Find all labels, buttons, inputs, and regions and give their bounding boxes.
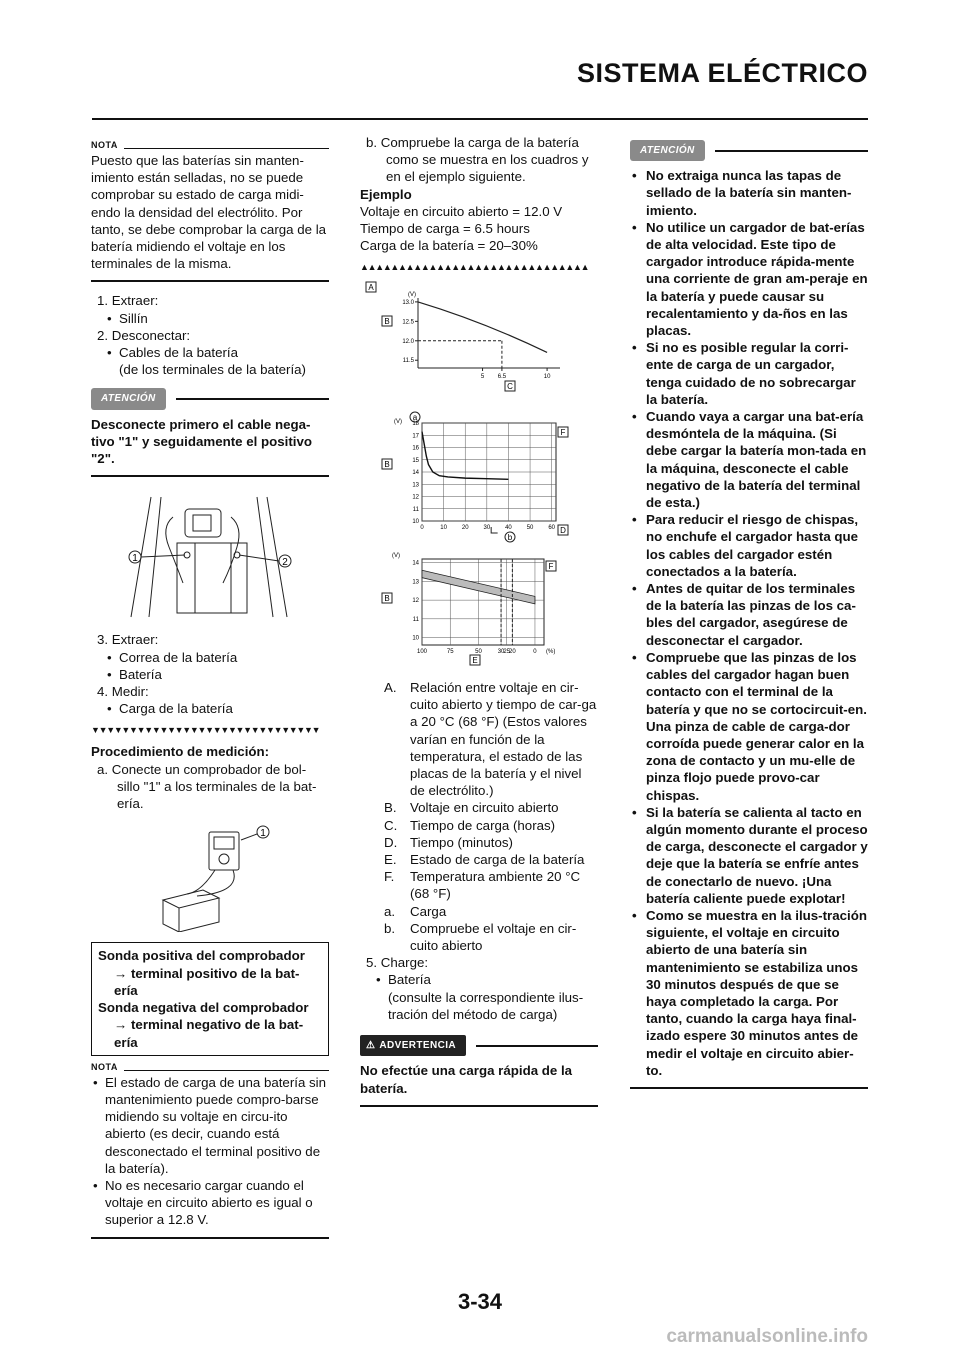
step-4: 4. Medir: — [97, 684, 149, 700]
x-tick-label: 10 — [543, 374, 551, 381]
legend-text: Temperatura ambiente 20 °C (68 °F) — [410, 869, 581, 902]
y-tick-label: 14 — [412, 560, 419, 567]
step-2-item: • Cables de la batería — [91, 344, 329, 361]
legend-text: Estado de carga de la batería — [410, 852, 585, 868]
nota-rule — [124, 148, 329, 149]
watermark: carmanualsonline.info — [666, 1326, 868, 1347]
legend-key: b. — [384, 920, 396, 936]
advertencia-heading — [360, 1035, 598, 1056]
atencion-badge: ATENCIÓN — [91, 388, 166, 409]
step-2: 2. Desconectar: — [97, 327, 191, 343]
legend-item — [384, 799, 598, 816]
column-right — [630, 140, 868, 1099]
legend-key: A. — [384, 680, 397, 696]
atencion-item: • No utilice un cargador de bat-erías de alta velocidad. Este tipo de cargador introduce rápida-mente una corriente de gran am-peraje en la batería y puede causar su recalentamiento y da-ños en las placas. — [630, 219, 868, 339]
step-5: 5. Charge: — [366, 955, 429, 971]
y-tick-label: 18 — [412, 420, 419, 427]
step-5-item: • Batería — [360, 971, 598, 988]
panel-label: F — [560, 427, 566, 437]
procedure-title: Procedimiento de medición: — [91, 744, 270, 760]
procedure-end-marker: ▲▲▲▲▲▲▲▲▲▲▲▲▲▲▲▲▲▲▲▲▲▲▲▲▲▲▲▲▲▲ — [360, 262, 589, 273]
panel-label: B — [384, 459, 390, 469]
y-tick-label: 13 — [412, 481, 419, 488]
pocket-tester-figure — [91, 812, 329, 932]
legend-item — [384, 834, 598, 851]
legend-item — [384, 851, 598, 868]
axis-unit: (V) — [408, 292, 416, 299]
legend-text: Tiempo de carga (horas) — [410, 817, 556, 833]
legend-item — [384, 817, 598, 834]
x-tick-label: 30 — [497, 648, 505, 655]
x-tick-label: 50 — [526, 524, 534, 531]
y-tick-label: 12.5 — [402, 319, 414, 326]
nota-rule — [124, 1070, 329, 1071]
panel-label: B — [384, 593, 390, 603]
atencion-item: • Compruebe que las pinzas de los cables del cargador hagan buen contacto con el terminal de la batería y que no se cortocircuit-en. Una pinza de cable de carga-dor corroída puede generar calor en la zona de contacto y un mu-elle de pinza flojo puede provo-car chispas. — [630, 649, 868, 804]
column-middle — [360, 134, 598, 1117]
divider — [91, 475, 329, 477]
atencion-item: • No extraiga nunca las tapas de sellado de la batería sin manten-imiento. — [630, 167, 868, 219]
panel-label: a — [412, 412, 418, 422]
y-tick-label: 11 — [412, 616, 419, 623]
y-tick-label: 15 — [412, 457, 419, 464]
procedure-start-marker: ▼▼▼▼▼▼▼▼▼▼▼▼▼▼▼▼▼▼▼▼▼▼▼▼▼▼▼▼▼▼ — [91, 725, 320, 736]
y-tick-label: 12 — [412, 494, 419, 501]
atencion-heading — [91, 388, 329, 409]
advertencia-badge — [360, 1035, 466, 1056]
atencion-item: • Como se muestra en la ilus-tración siguiente, el voltaje en circuito abierto de una batería sin mantenimiento se estabiliza unos 30 minutos después de que se haya completado la carga. Por tanto, cuando la carga haya final-izado espere 30 minutos antes de medir el voltaje en circuito abier-to. — [630, 907, 868, 1079]
legend-key: E. — [384, 852, 397, 868]
axis-unit: (V) — [394, 418, 402, 425]
panel-label: A — [368, 283, 374, 293]
legend-item — [384, 903, 598, 920]
y-tick-label: 10 — [412, 635, 419, 642]
nota-item: • El estado de carga de una batería sin mantenimiento puede compro-barse midiendo su voltaje en circu-ito abierto (es decir, cuando está desconectado el terminal positivo de la batería). — [91, 1074, 329, 1177]
legend-text: Relación entre voltaje en cir-cuito abierto y tiempo de car-ga a 20 °C (68 °F) (Estos valores varían en función de la temperatura, el estado de las placas de la batería y el nivel de electrólito.) — [410, 680, 597, 799]
ejemplo-line: Voltaje en circuito abierto = 12.0 V — [360, 203, 563, 219]
atencion-item: • Cuando vaya a cargar una bat-ería desmóntela de la máquina. (Si debe cargar la batería mon-tada en la máquina, desconecte el cable negativo de la batería del terminal de esta.) — [630, 408, 868, 511]
y-tick-label: 10 — [412, 518, 419, 525]
y-tick-label: 11 — [412, 506, 419, 513]
page-title: SISTEMA ELÉCTRICO — [576, 58, 868, 88]
x-tick-label: 40 — [505, 524, 512, 531]
y-tick-label: 11.5 — [402, 358, 414, 365]
atencion-item: • Si la batería se calienta al tacto en algún momento durante el proceso de carga, desconecte el cargador y deje que la batería se enfríe antes de conectarlo de nuevo. ¡Una batería caliente puede explotar! — [630, 804, 868, 907]
y-tick-label: 13 — [412, 579, 419, 586]
step-3: 3. Extraer: — [97, 632, 159, 648]
panel-label: F — [548, 561, 554, 571]
step-4-item: • Carga de la batería — [91, 700, 329, 717]
advertencia-text: No efectúe una carga rápida de la batería. — [360, 1063, 573, 1096]
x-tick-label: 20 — [461, 524, 469, 531]
panel-label: B — [384, 317, 390, 327]
chart-voltage-after-charge — [360, 405, 598, 545]
nota-text: Puesto que las baterías sin manten-imiento están selladas, no se puede comprobar su estado de carga midi-endo la densidad del electrólito. Por tanto, se debe comprobar la carga de la batería midiendo el voltaje en los terminales de la misma. — [91, 153, 327, 272]
series-line — [418, 302, 547, 353]
x-tick-label: 0 — [420, 524, 424, 531]
divider — [630, 1087, 868, 1089]
panel-label: C — [507, 382, 513, 392]
atencion-item: • Para reducir el riesgo de chispas, no enchufe el cargador hasta que los cables del cargador estén conectados a la batería. — [630, 511, 868, 580]
chart-legend — [360, 679, 598, 954]
step-1-item: • Sillín — [91, 310, 329, 327]
atencion-item: • Si no es posible regular la corri-ente de carga de un cargador, tenga cuidado de no sobrecargar la batería. — [630, 339, 868, 408]
box-line: → terminal positivo de la bat-ería — [114, 965, 300, 998]
legend-item — [384, 679, 598, 799]
y-tick-label: 12 — [412, 597, 419, 604]
nota-heading — [91, 140, 329, 150]
atencion-rule — [715, 150, 868, 152]
column-left — [91, 140, 329, 1249]
panel-label: b — [507, 532, 513, 542]
nota-heading — [91, 1062, 329, 1072]
legend-text: Voltaje en circuito abierto — [410, 800, 559, 816]
step-3-item: • Batería — [91, 666, 329, 683]
step-2-sub: (de los terminales de la batería) — [119, 362, 306, 378]
nota-item: • No es necesario cargar cuando el voltaje en circuito abierto es igual o superior a 12.8 V. — [91, 1177, 329, 1229]
y-tick-label: 13.0 — [402, 300, 414, 307]
nota-label: NOTA — [91, 140, 118, 150]
atencion-heading — [630, 140, 868, 161]
legend-text: Compruebe el voltaje en cir-cuito abierto — [410, 920, 577, 954]
callout-tester: 1 — [260, 828, 266, 840]
procedure-step-a: a. Conecte un comprobador de bol-sillo "1" a los terminales de la bat-ería. — [97, 761, 317, 812]
atencion-rule — [176, 398, 329, 400]
header-rule — [92, 118, 868, 120]
box-line: → terminal negativo de la bat-ería — [114, 1017, 304, 1050]
advertencia-rule — [476, 1045, 598, 1047]
step-3-item: • Correa de la batería — [91, 649, 329, 666]
panel-label: D — [560, 525, 566, 535]
callout-1: 1 — [132, 553, 138, 565]
ejemplo-line: Carga de la batería = 20–30% — [360, 238, 538, 254]
legend-key: F. — [384, 869, 395, 885]
divider — [91, 1237, 329, 1239]
battery-location-figure — [91, 487, 329, 619]
x-tick-label: 30 — [483, 524, 491, 531]
nota-label: NOTA — [91, 1061, 118, 1072]
x-tick-label: 10 — [440, 524, 447, 531]
x-tick-label: 20 — [509, 648, 516, 655]
x-tick-label: 5 — [480, 374, 485, 381]
legend-key: B. — [384, 800, 397, 816]
divider — [91, 280, 329, 282]
legend-key: D. — [384, 834, 398, 850]
atencion-text: Desconecte primero el cable nega-tivo "1" y seguidamente el positivo "2". — [91, 416, 312, 467]
tester-probe-box — [91, 942, 329, 1055]
x-tick-label: 100 — [416, 648, 428, 655]
y-tick-label: 12.0 — [402, 339, 414, 346]
divider — [360, 1105, 598, 1107]
warning-icon: ⚠ — [366, 1040, 376, 1052]
x-tick-label: 0 — [533, 648, 537, 655]
x-unit-label: (%) — [546, 648, 556, 655]
box-line: Sonda negativa del comprobador — [98, 1000, 309, 1016]
x-tick-label: 25 — [503, 648, 511, 655]
x-tick-label: 6.5 — [497, 374, 507, 381]
panel-label: E — [472, 655, 478, 665]
legend-text: Tiempo (minutos) — [410, 834, 513, 850]
y-tick-label: 16 — [412, 445, 419, 452]
procedure-step-b: b. Compruebe la carga de la batería como se muestra en los cuadros y en el ejemplo siguiente. — [366, 135, 589, 185]
chart-voltage-vs-state-of-charge — [360, 549, 598, 667]
advertencia-label: ADVERTENCIA — [379, 1040, 457, 1052]
legend-item — [384, 920, 598, 954]
arrow-b — [491, 527, 497, 533]
x-tick-label: 60 — [548, 524, 556, 531]
x-tick-label: 50 — [475, 648, 482, 655]
box-line: Sonda positiva del comprobador — [98, 948, 305, 964]
atencion-item: • Antes de quitar de los terminales de la batería las pinzas de los ca-bles del cargador, asegúrese de desconectar el cargador. — [630, 580, 868, 649]
legend-key: a. — [384, 903, 396, 919]
x-tick-label: 75 — [446, 648, 454, 655]
step-1: 1. Extraer: — [97, 293, 159, 309]
legend-text: Carga — [410, 903, 447, 919]
legend-item — [384, 868, 598, 902]
step-5-sub: (consulte la correspondiente ilus-tración del método de carga) — [388, 989, 584, 1022]
ejemplo-title: Ejemplo — [360, 186, 412, 202]
callout-2: 2 — [282, 557, 288, 569]
ejemplo-line: Tiempo de carga = 6.5 hours — [360, 221, 530, 237]
y-tick-label: 17 — [412, 432, 419, 439]
page-number: 3-34 — [457, 1289, 503, 1314]
legend-key: C. — [384, 817, 398, 833]
chart-voltage-vs-charge-time — [360, 280, 598, 400]
atencion-badge: ATENCIÓN — [630, 140, 705, 161]
axis-unit: (V) — [392, 552, 400, 559]
y-tick-label: 14 — [412, 469, 419, 476]
